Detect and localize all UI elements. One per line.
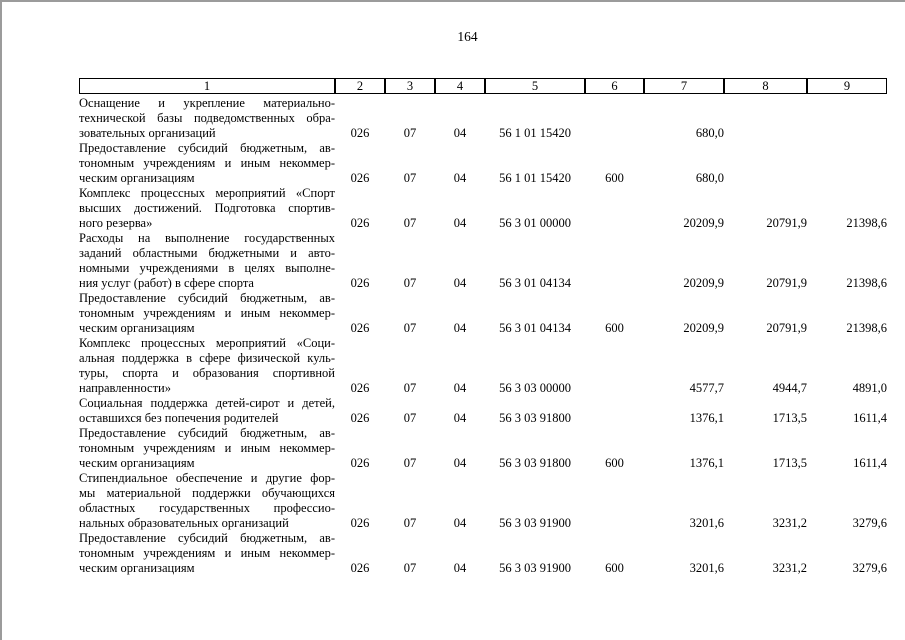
row-description bbox=[79, 186, 335, 231]
description-line: технической базы подведомственных обра- bbox=[79, 111, 335, 125]
description-line: зовательных организаций bbox=[79, 126, 216, 140]
amount-year3: 3279,6 bbox=[852, 516, 887, 530]
razdel-code: 07 bbox=[403, 561, 417, 575]
amount-year1: 680,0 bbox=[695, 126, 724, 140]
description-line: оставшихся без попечения родителей bbox=[79, 411, 279, 425]
amount-year2: 3231,2 bbox=[772, 516, 807, 530]
column-header-3: 3 bbox=[385, 78, 435, 94]
expense-type-code bbox=[585, 186, 644, 231]
razdel-code: 07 bbox=[403, 381, 417, 395]
grbs-code: 026 bbox=[350, 411, 370, 425]
expense-type-code: 600 bbox=[605, 171, 624, 185]
amount-year1: 20209,9 bbox=[683, 276, 724, 290]
amount-year3 bbox=[807, 94, 887, 141]
table-row bbox=[79, 471, 887, 531]
target-article-code: 56 3 01 04134 bbox=[499, 321, 571, 335]
amount-year1: 1376,1 bbox=[689, 411, 724, 425]
grbs-code: 026 bbox=[350, 276, 370, 290]
description-line: высших достижений. Подготовка спортив- bbox=[79, 201, 335, 215]
description-line: тономным учреждениям и иным некоммер- bbox=[79, 441, 335, 455]
table-row bbox=[79, 396, 887, 426]
amount-year1: 1376,1 bbox=[689, 456, 724, 470]
amount-year3: 4891,0 bbox=[852, 381, 887, 395]
table-row bbox=[79, 186, 887, 231]
podrazdel-code: 04 bbox=[453, 126, 467, 140]
razdel-code: 07 bbox=[403, 276, 417, 290]
table-row bbox=[79, 291, 887, 336]
amount-year2: 1713,5 bbox=[772, 411, 807, 425]
grbs-code: 026 bbox=[350, 216, 370, 230]
row-description bbox=[79, 336, 335, 396]
expense-type-code bbox=[585, 396, 644, 426]
amount-year1: 3201,6 bbox=[689, 561, 724, 575]
amount-year2: 20791,9 bbox=[766, 276, 807, 290]
podrazdel-code: 04 bbox=[453, 516, 467, 530]
description-line: мы материальной поддержки обучающихся bbox=[79, 486, 335, 500]
podrazdel-code: 04 bbox=[453, 216, 467, 230]
description-line: номными учреждениями в целях выполне- bbox=[79, 261, 335, 275]
column-header-5: 5 bbox=[485, 78, 585, 94]
row-description bbox=[79, 141, 335, 186]
amount-year3: 1611,4 bbox=[853, 411, 887, 425]
podrazdel-code: 04 bbox=[453, 561, 467, 575]
amount-year2 bbox=[724, 94, 807, 141]
description-line: ческим организациям bbox=[79, 321, 195, 335]
table-row bbox=[79, 426, 887, 471]
razdel-code: 07 bbox=[403, 171, 417, 185]
description-line: ческим организациям bbox=[79, 171, 195, 185]
description-line: Предоставление субсидий бюджетным, ав- bbox=[79, 141, 335, 155]
razdel-code: 07 bbox=[403, 321, 417, 335]
description-line: ческим организациям bbox=[79, 561, 195, 575]
grbs-code: 026 bbox=[350, 126, 370, 140]
table-row bbox=[79, 94, 887, 141]
description-line: ного резерва» bbox=[79, 216, 153, 230]
table-row bbox=[79, 231, 887, 291]
amount-year1: 3201,6 bbox=[689, 516, 724, 530]
expense-type-code: 600 bbox=[605, 456, 624, 470]
razdel-code: 07 bbox=[403, 516, 417, 530]
column-header-6: 6 bbox=[585, 78, 644, 94]
description-line: ческим организациям bbox=[79, 456, 195, 470]
row-description bbox=[79, 471, 335, 531]
column-header-4: 4 bbox=[435, 78, 485, 94]
description-line: Предоставление субсидий бюджетным, ав- bbox=[79, 426, 335, 440]
description-line: тономным учреждениям и иным некоммер- bbox=[79, 546, 335, 560]
amount-year2: 1713,5 bbox=[772, 456, 807, 470]
description-line: Оснащение и укрепление материально- bbox=[79, 96, 335, 110]
podrazdel-code: 04 bbox=[453, 381, 467, 395]
column-header-8: 8 bbox=[724, 78, 807, 94]
description-line: тономным учреждениям и иным некоммер- bbox=[79, 306, 335, 320]
amount-year2 bbox=[724, 141, 807, 186]
table-body bbox=[79, 94, 887, 576]
description-line: направленности» bbox=[79, 381, 171, 395]
target-article-code: 56 1 01 15420 bbox=[499, 126, 571, 140]
table-header bbox=[79, 78, 887, 94]
table-row bbox=[79, 141, 887, 186]
description-line: Предоставление субсидий бюджетным, ав- bbox=[79, 291, 335, 305]
expense-type-code: 600 bbox=[605, 321, 624, 335]
description-line: Предоставление субсидий бюджетным, ав- bbox=[79, 531, 335, 545]
description-line: туры, спорта и образования спортивной bbox=[79, 366, 335, 380]
column-header-7: 7 bbox=[644, 78, 724, 94]
razdel-code: 07 bbox=[403, 126, 417, 140]
table-header-row bbox=[79, 78, 887, 94]
description-line: Стипендиальное обеспечение и другие фор- bbox=[79, 471, 335, 485]
expense-type-code bbox=[585, 336, 644, 396]
amount-year1: 4577,7 bbox=[689, 381, 724, 395]
description-line: тономным учреждениям и иным некоммер- bbox=[79, 156, 335, 170]
expense-type-code bbox=[585, 94, 644, 141]
grbs-code: 026 bbox=[350, 171, 370, 185]
description-line: Социальная поддержка детей-сирот и детей, bbox=[79, 396, 335, 410]
target-article-code: 56 3 03 00000 bbox=[499, 381, 571, 395]
podrazdel-code: 04 bbox=[453, 321, 467, 335]
target-article-code: 56 3 01 04134 bbox=[499, 276, 571, 290]
row-description bbox=[79, 291, 335, 336]
amount-year1: 20209,9 bbox=[683, 321, 724, 335]
grbs-code: 026 bbox=[350, 561, 370, 575]
description-line: Комплекс процессных мероприятий «Соци- bbox=[79, 336, 335, 350]
amount-year2: 4944,7 bbox=[772, 381, 807, 395]
description-line: Комплекс процессных мероприятий «Спорт bbox=[79, 186, 335, 200]
target-article-code: 56 3 03 91900 bbox=[499, 561, 571, 575]
grbs-code: 026 bbox=[350, 516, 370, 530]
row-description bbox=[79, 531, 335, 576]
target-article-code: 56 3 03 91800 bbox=[499, 456, 571, 470]
amount-year3: 1611,4 bbox=[853, 456, 887, 470]
description-line: заданий областными бюджетными и авто- bbox=[79, 246, 335, 260]
podrazdel-code: 04 bbox=[453, 456, 467, 470]
razdel-code: 07 bbox=[403, 456, 417, 470]
column-header-2: 2 bbox=[335, 78, 385, 94]
row-description bbox=[79, 396, 335, 426]
row-description bbox=[79, 426, 335, 471]
expense-type-code bbox=[585, 231, 644, 291]
expense-type-code bbox=[585, 471, 644, 531]
target-article-code: 56 3 03 91900 bbox=[499, 516, 571, 530]
grbs-code: 026 bbox=[350, 381, 370, 395]
description-line: нальных образовательных организаций bbox=[79, 516, 289, 530]
podrazdel-code: 04 bbox=[453, 171, 467, 185]
amount-year3 bbox=[807, 141, 887, 186]
column-header-1: 1 bbox=[79, 78, 335, 94]
description-line: ния услуг (работ) в сфере спорта bbox=[79, 276, 254, 290]
grbs-code: 026 bbox=[350, 321, 370, 335]
razdel-code: 07 bbox=[403, 411, 417, 425]
target-article-code: 56 1 01 15420 bbox=[499, 171, 571, 185]
amount-year3: 3279,6 bbox=[852, 561, 887, 575]
target-article-code: 56 3 01 00000 bbox=[499, 216, 571, 230]
description-line: альная поддержка в сфере физической куль- bbox=[79, 351, 335, 365]
podrazdel-code: 04 bbox=[453, 411, 467, 425]
row-description bbox=[79, 231, 335, 291]
amount-year2: 3231,2 bbox=[772, 561, 807, 575]
amount-year3: 21398,6 bbox=[846, 216, 887, 230]
row-description bbox=[79, 94, 335, 141]
amount-year1: 20209,9 bbox=[683, 216, 724, 230]
expense-type-code: 600 bbox=[605, 561, 624, 575]
description-line: Расходы на выполнение государственных bbox=[79, 231, 335, 245]
grbs-code: 026 bbox=[350, 456, 370, 470]
description-line: областных государственных профессио- bbox=[79, 501, 335, 515]
amount-year2: 20791,9 bbox=[766, 216, 807, 230]
column-header-9: 9 bbox=[807, 78, 887, 94]
podrazdel-code: 04 bbox=[453, 276, 467, 290]
page-number: 164 bbox=[457, 29, 478, 44]
amount-year1: 680,0 bbox=[695, 171, 724, 185]
table-row bbox=[79, 531, 887, 576]
target-article-code: 56 3 03 91800 bbox=[499, 411, 571, 425]
amount-year2: 20791,9 bbox=[766, 321, 807, 335]
razdel-code: 07 bbox=[403, 216, 417, 230]
table-row bbox=[79, 336, 887, 396]
amount-year3: 21398,6 bbox=[846, 321, 887, 335]
amount-year3: 21398,6 bbox=[846, 276, 887, 290]
budget-table bbox=[79, 78, 887, 576]
